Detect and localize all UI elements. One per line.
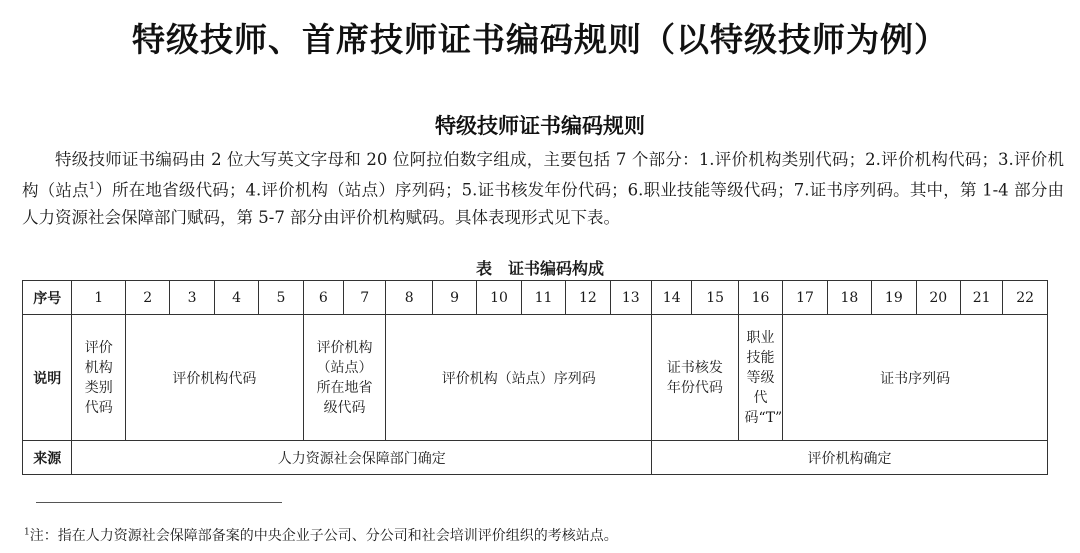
table-row	[23, 315, 1048, 441]
position-cell: 19	[872, 281, 916, 315]
position-cell: 3	[170, 281, 214, 315]
position-cell: 11	[521, 281, 565, 315]
position-cell: 5	[259, 281, 303, 315]
position-cell: 15	[692, 281, 738, 315]
position-cell: 12	[566, 281, 610, 315]
desc-cell: 评价机构（站点）序列码	[386, 315, 652, 441]
position-cell: 13	[610, 281, 651, 315]
position-cell: 4	[214, 281, 258, 315]
footnote-ref: 1	[88, 181, 96, 192]
position-cell: 7	[344, 281, 386, 315]
desc-cell: 证书序列码	[783, 315, 1048, 441]
desc-cell: 评价机构代码	[125, 315, 303, 441]
source-label-cell: 来源	[23, 441, 72, 475]
desc-text: 职业技能等级代码“T”	[744, 329, 783, 426]
position-cell: 2	[125, 281, 169, 315]
position-cell: 22	[1003, 281, 1048, 315]
table-row	[23, 441, 1048, 475]
position-cell: 17	[783, 281, 827, 315]
desc-text: 评价机构类别代码	[84, 339, 113, 416]
desc-label-cell: 说明	[23, 315, 72, 441]
position-cell: 9	[432, 281, 476, 315]
desc-cell	[738, 315, 782, 441]
desc-cell	[652, 315, 739, 441]
footnote	[24, 525, 618, 545]
desc-text: 评价机构（站点）所在地省级代码	[316, 339, 373, 416]
footnote-divider	[36, 502, 282, 503]
description-paragraph	[22, 146, 1064, 231]
position-cell: 6	[303, 281, 343, 315]
source-cell: 人力资源社会保障部门确定	[72, 441, 652, 475]
header-label-cell: 序号	[23, 281, 72, 315]
source-cell: 评价机构确定	[652, 441, 1048, 475]
position-cell: 18	[827, 281, 871, 315]
footnote-text: 注：指在人力资源社会保障部备案的中央企业子公司、分公司和社会培训评价组织的考核站点。	[29, 528, 618, 544]
paragraph-text-2: ）所在地省级代码；4.评价机构（站点）序列码；5.证书核发年份代码；6.职业技能等级代码；7.证书序列码。其中，第 1-4 部分由人力资源社会保障部门赋码，第 5-7 部分由评价机构赋码。具体表现形式见下表。	[22, 180, 1065, 227]
position-cell: 1	[72, 281, 126, 315]
page-title: 特级技师、首席技师证书编码规则（以特级技师为例）	[132, 20, 948, 59]
section-title: 特级技师证书编码规则	[435, 114, 645, 138]
footnote-marker: 1	[24, 527, 30, 538]
position-cell: 16	[738, 281, 782, 315]
code-structure-table	[22, 280, 1048, 475]
table-row	[23, 281, 1048, 315]
position-cell: 10	[477, 281, 521, 315]
desc-cell	[303, 315, 386, 441]
position-cell: 20	[916, 281, 960, 315]
position-cell: 21	[960, 281, 1002, 315]
position-cell: 8	[386, 281, 432, 315]
desc-text: 证书核发年份代码	[666, 359, 723, 396]
position-cell: 14	[652, 281, 692, 315]
table-caption: 表 证书编码构成	[475, 259, 604, 278]
paragraph-text-1: 特级技师证书编码由 2 位大写英文字母和 20 位阿拉伯数字组成，主要包括 7 个部分：1.评价机构类别代码；2.评价机构代码；3.评价机构（站点	[22, 150, 1064, 200]
desc-cell	[72, 315, 126, 441]
